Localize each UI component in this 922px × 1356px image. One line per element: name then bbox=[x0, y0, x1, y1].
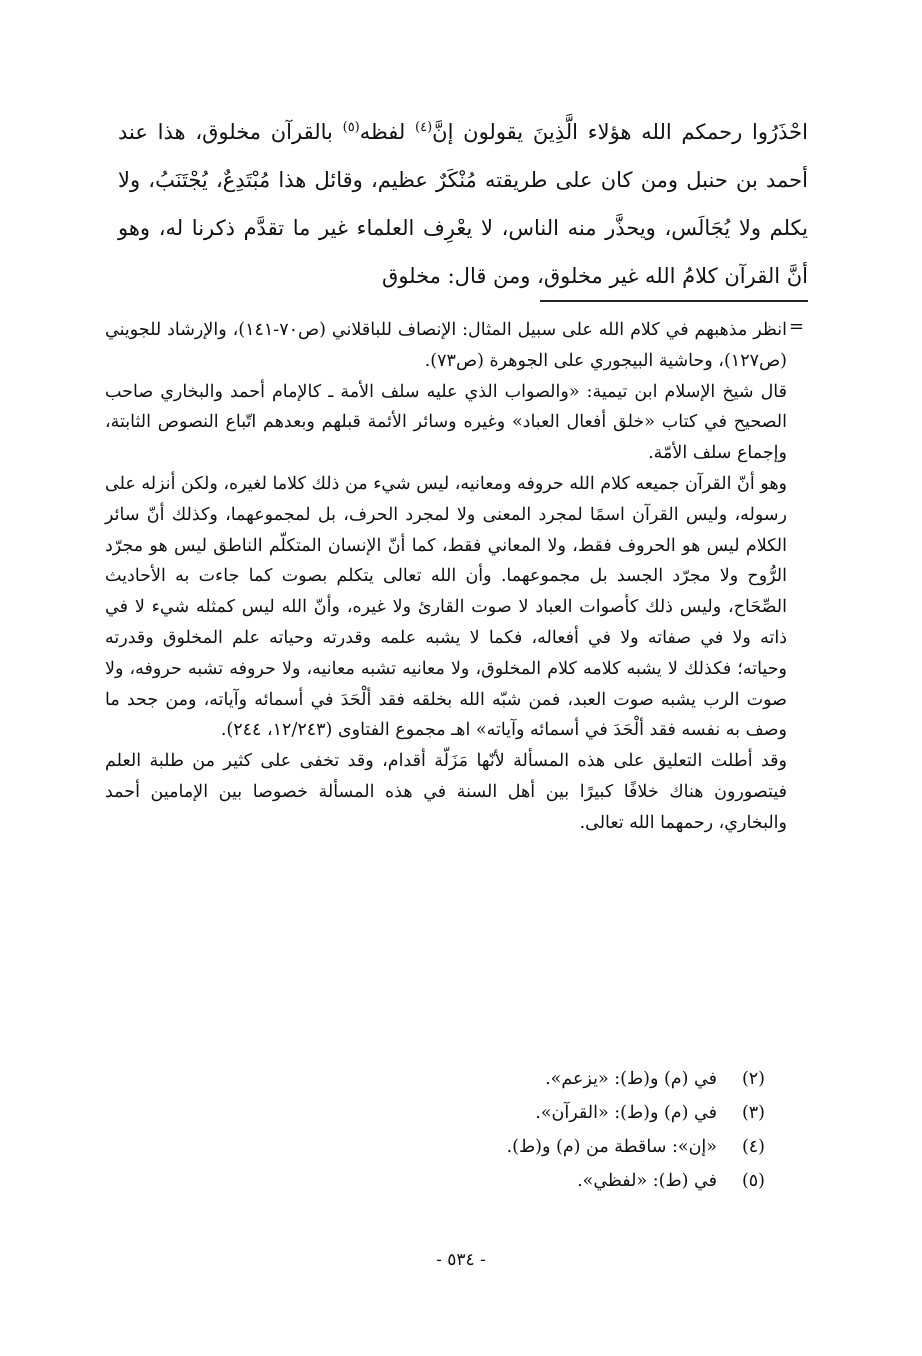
footnote-item bbox=[120, 1130, 765, 1164]
footnote-text: «إن»: ساقطة من (م) و(ط). bbox=[506, 1137, 717, 1157]
footnote-continuation-mark: = bbox=[789, 316, 805, 337]
footnote-item bbox=[120, 1164, 765, 1198]
footnote-block bbox=[105, 315, 787, 839]
footnote-paragraph-3: وهو أنّ القرآن جميعه كلام الله حروفه ومعانيه، ليس شيء من ذلك كلاما لغيره، ولكن أنزله على رسوله، وليس القرآن اسمًا لمجرد المعنى ولا لمجرد الحرف، بل لمجموعهما، وكذلك أنّ سائر الكلام ليس هو الحروف فقط، ولا المعاني فقط، كما أنّ الإنسان المتكلّم الناطق ليس هو مجرّد الرُّوح ولا مجرّد الجسد بل مجموعهما. وأن الله تعالى يتكلم بصوت كما جاءت به الأحاديث الصِّحَاح، وليس ذلك كأصوات العباد لا صوت القارئ ولا غيره، وأنّ الله ليس كمثله شيء لا في ذاته ولا في صفاته ولا في أفعاله، فكما لا يشبه علمه وقدرته وحياته علم المخلوق وقدرته وحياته؛ فكذلك لا يشبه كلامه كلام المخلوق، ولا معانيه تشبه معانيه، ولا حروفه تشبه حروفه، ولا صوت الرب يشبه صوت العبد، فمن شبّه الله بخلقه فقد ألْحَدَ في أسمائه وآياته، ومن جحد ما وصف به نفسه فقد ألْحَدَ في أسمائه وآياته» اهـ مجموع الفتاوى (١٢/٢٤٣، ٢٤٤). bbox=[105, 473, 787, 741]
footnote-ref-5: (٥) bbox=[342, 120, 360, 135]
footnote-number: (٢) bbox=[741, 1069, 765, 1089]
footnote-paragraph-4: وقد أطلت التعليق على هذه المسألة لأنّها مَزَلّة أقدام، وقد تخفى على كثير من طلبة العلم فيتصورون هناك خلافًا كبيرًا بين أهل السنة في هذه المسألة خصوصا بين الإمامين أحمد والبخاري، رحمهما الله تعالى. bbox=[105, 751, 787, 833]
main-paragraph bbox=[118, 108, 808, 300]
main-line-3: بالقرآن مخلوق، bbox=[195, 120, 333, 144]
footnote-text: في (ط): «لفظي». bbox=[577, 1171, 717, 1191]
page-number: - ٥٣٤ - bbox=[436, 1250, 486, 1270]
main-line-4: هذا عند أحمد بن حنبل ومن كان على طريقته مُنْكَرٌ عظيم، وقائل هذا مُبْتَدِعٌ، يُجْتَنَبُ، ولا يكلم ولا يُجَالَس، ويحذَّر منه الناس، لا يعْرِف العلماء غير ما تقدَّم ذكرنا له، وهو أنَّ القرآن كلامُ الله غير مخلوق، ومن قال: مخلوق bbox=[118, 120, 808, 288]
footnote-item bbox=[120, 1096, 765, 1130]
footnote-number: (٣) bbox=[741, 1103, 765, 1123]
footnote-paragraph-2: قال شيخ الإسلام ابن تيمية: «والصواب الذي عليه سلف الأمة ـ كالإمام أحمد والبخاري صاحب الصحيح في كتاب «خلق أفعال العباد» وغيره وسائر الأئمة قبلهم وبعدهم اتّباع النصوص الثابتة، وإجماع سلف الأمّة. bbox=[105, 381, 787, 464]
numbered-footnotes bbox=[120, 1062, 765, 1198]
footnote-number: (٤) bbox=[741, 1137, 765, 1157]
footnote-number: (٥) bbox=[741, 1171, 765, 1191]
footnote-separator bbox=[540, 300, 808, 302]
main-text bbox=[118, 108, 808, 300]
main-line-1: احْذَرُوا رحمكم الله هؤلاء الَّذِينَ يقولون إنَّ bbox=[432, 120, 808, 144]
footnote-ref-4: (٤) bbox=[415, 120, 433, 135]
footnote-item bbox=[120, 1062, 765, 1096]
footnote-text: في (م) و(ط): «يزعم». bbox=[545, 1069, 717, 1089]
footnote-paragraph-1: انظر مذهبهم في كلام الله على سبيل المثال: الإنصاف للباقلاني (ص٧٠-١٤١)، والإرشاد للجويني (ص١٢٧)، وحاشية البيجوري على الجوهرة (ص٧٣). bbox=[105, 320, 787, 371]
main-line-2: لفظه bbox=[359, 120, 406, 144]
footnote-text: في (م) و(ط): «القرآن». bbox=[535, 1103, 717, 1123]
